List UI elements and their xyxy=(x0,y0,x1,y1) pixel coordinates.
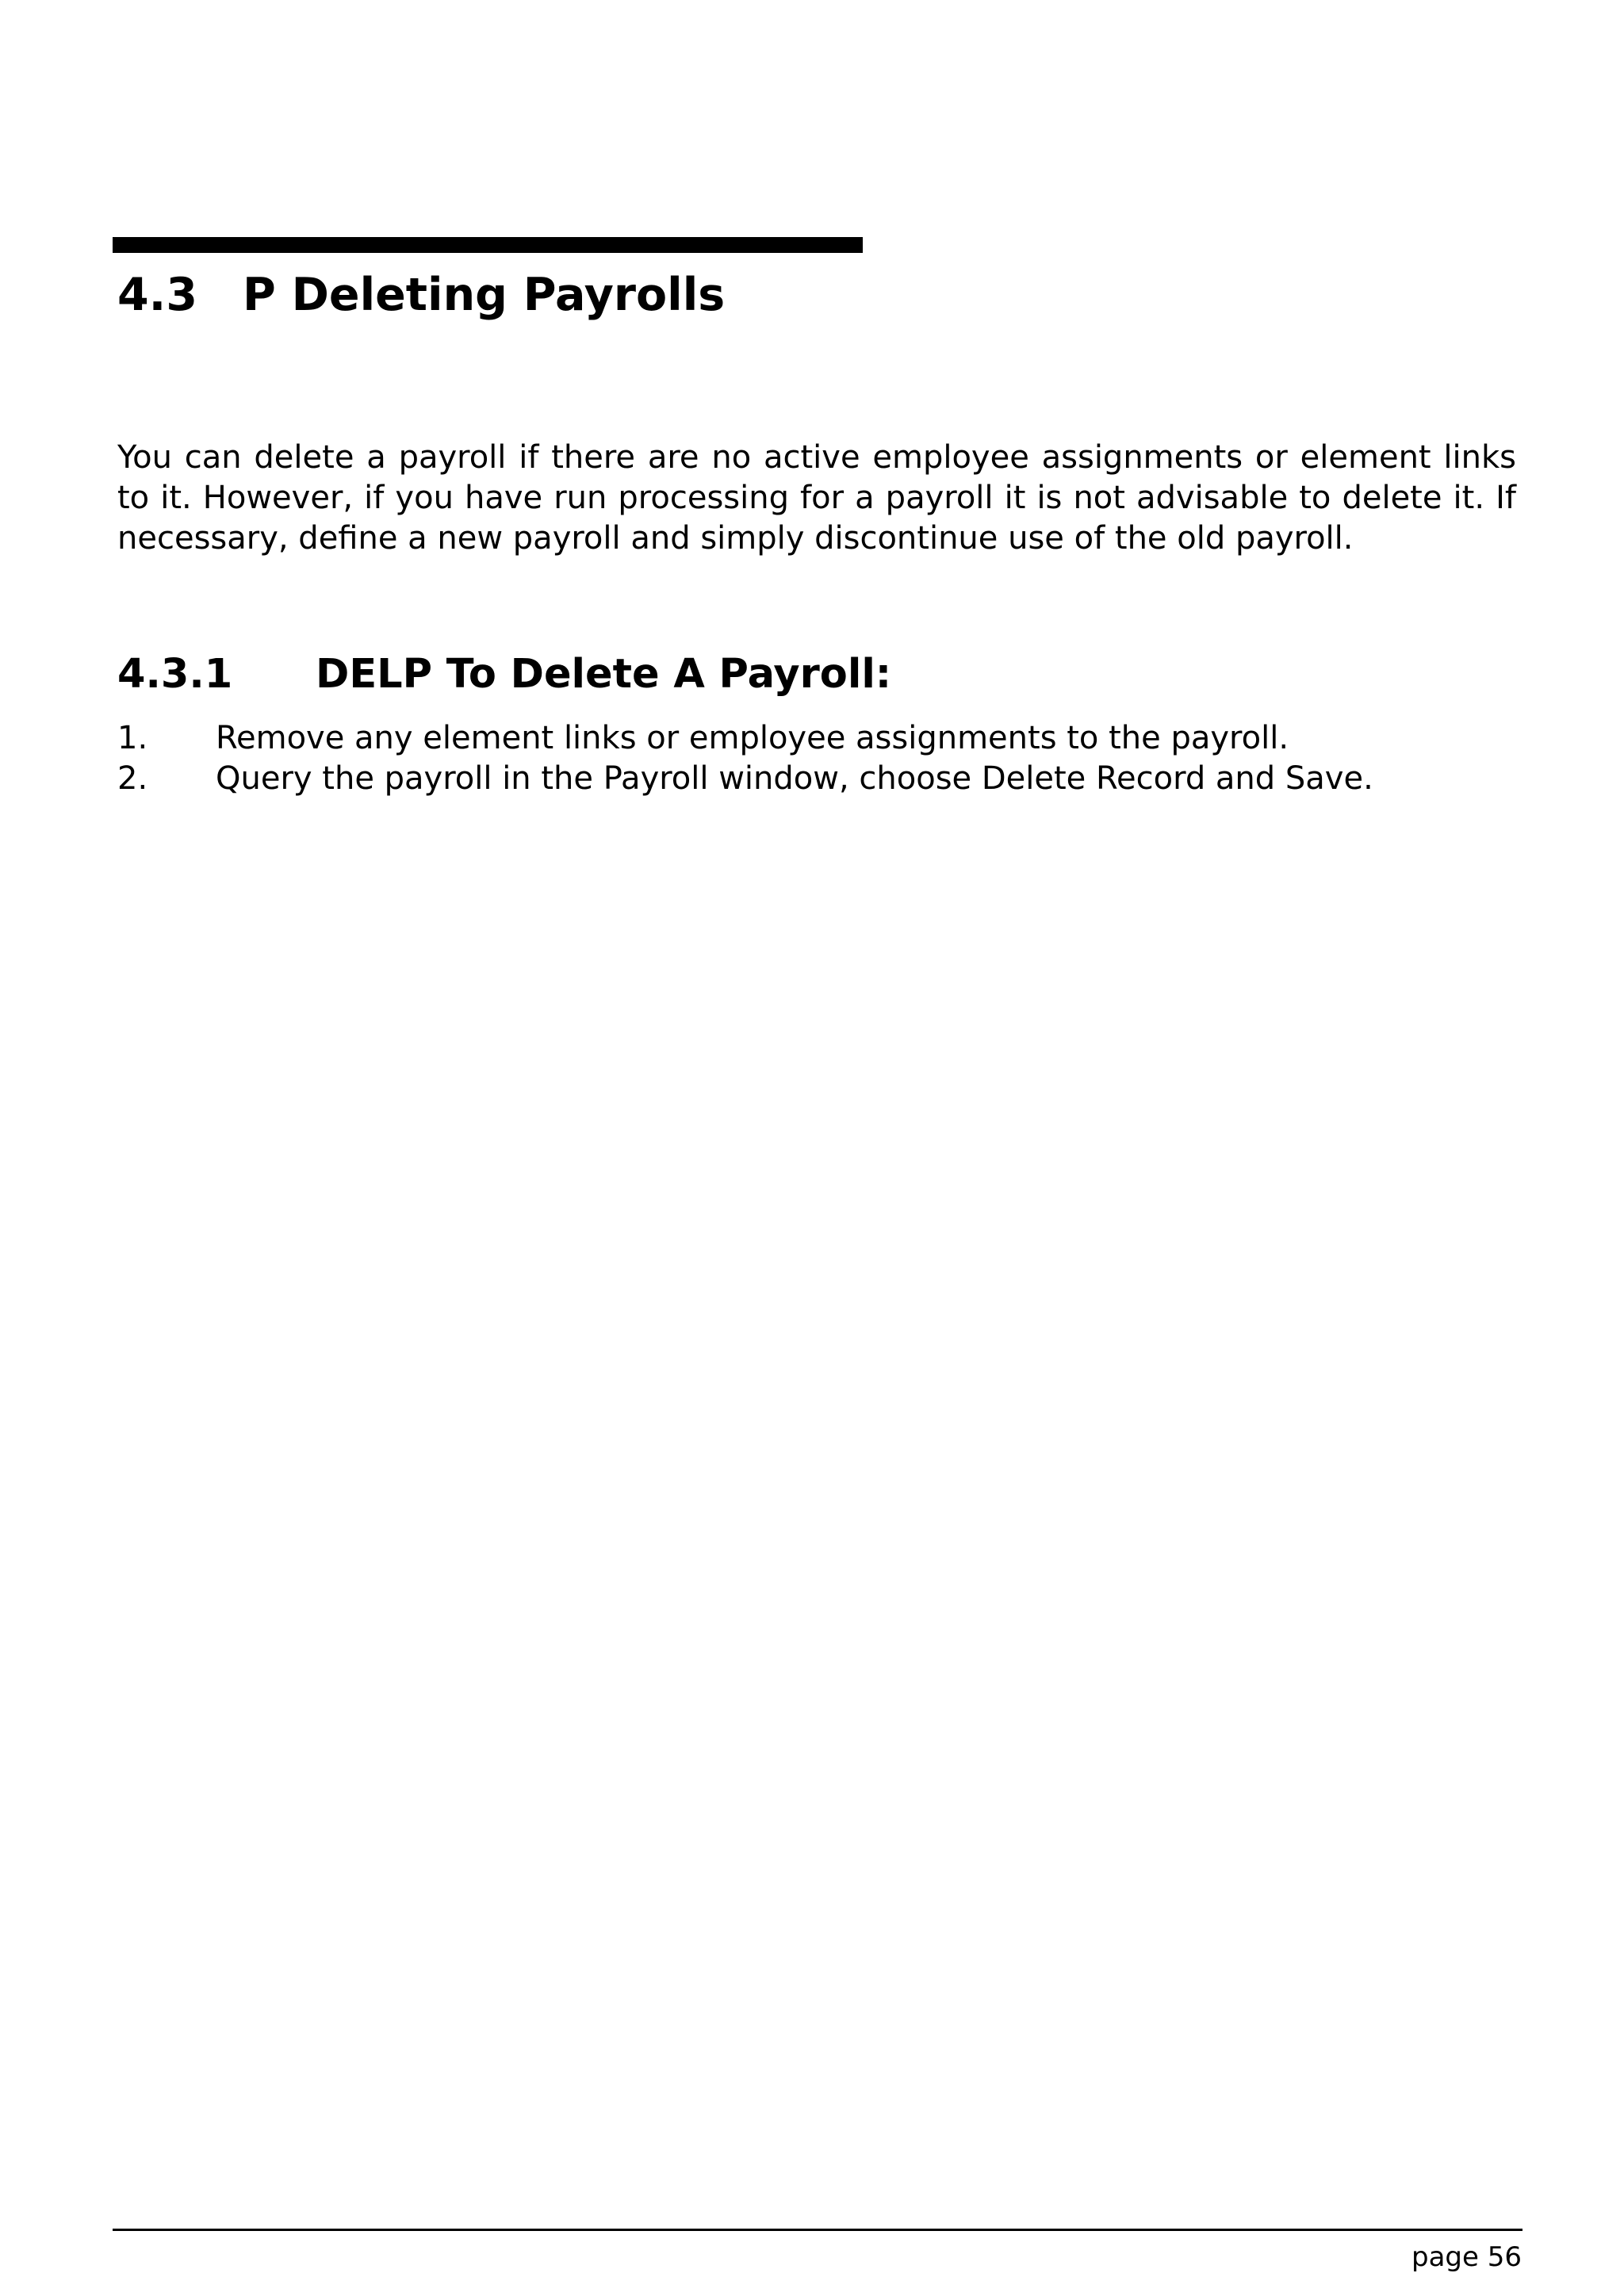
list-item xyxy=(117,759,1418,799)
section-number: 4.3 xyxy=(117,269,197,321)
list-item-marker: 2. xyxy=(117,760,148,797)
section-title: P Deleting Payrolls xyxy=(243,269,726,321)
steps-list xyxy=(117,718,1418,799)
list-item-text: Query the payroll in the Payroll window, choose Delete Record and Save. xyxy=(216,760,1373,797)
subsection-number: 4.3.1 xyxy=(117,651,233,698)
page-number: page 56 xyxy=(1411,2241,1522,2273)
list-item-marker: 1. xyxy=(117,720,148,756)
subsection-title: DELP To Delete A Payroll: xyxy=(316,651,892,698)
section-heading xyxy=(117,263,725,327)
list-item xyxy=(117,718,1418,759)
footer-rule xyxy=(113,2229,1522,2231)
subsection-heading xyxy=(117,647,891,702)
section-top-rule xyxy=(113,237,863,253)
list-item-text: Remove any element links or employee assignments to the payroll. xyxy=(216,720,1289,756)
intro-paragraph: You can delete a payroll if there are no active employee assignments or element links to it. However, if you have run processing for a payroll it is not advisable to delete it. If necessary, define a new payroll and simply discontinue use of the old payroll. xyxy=(117,439,1516,557)
